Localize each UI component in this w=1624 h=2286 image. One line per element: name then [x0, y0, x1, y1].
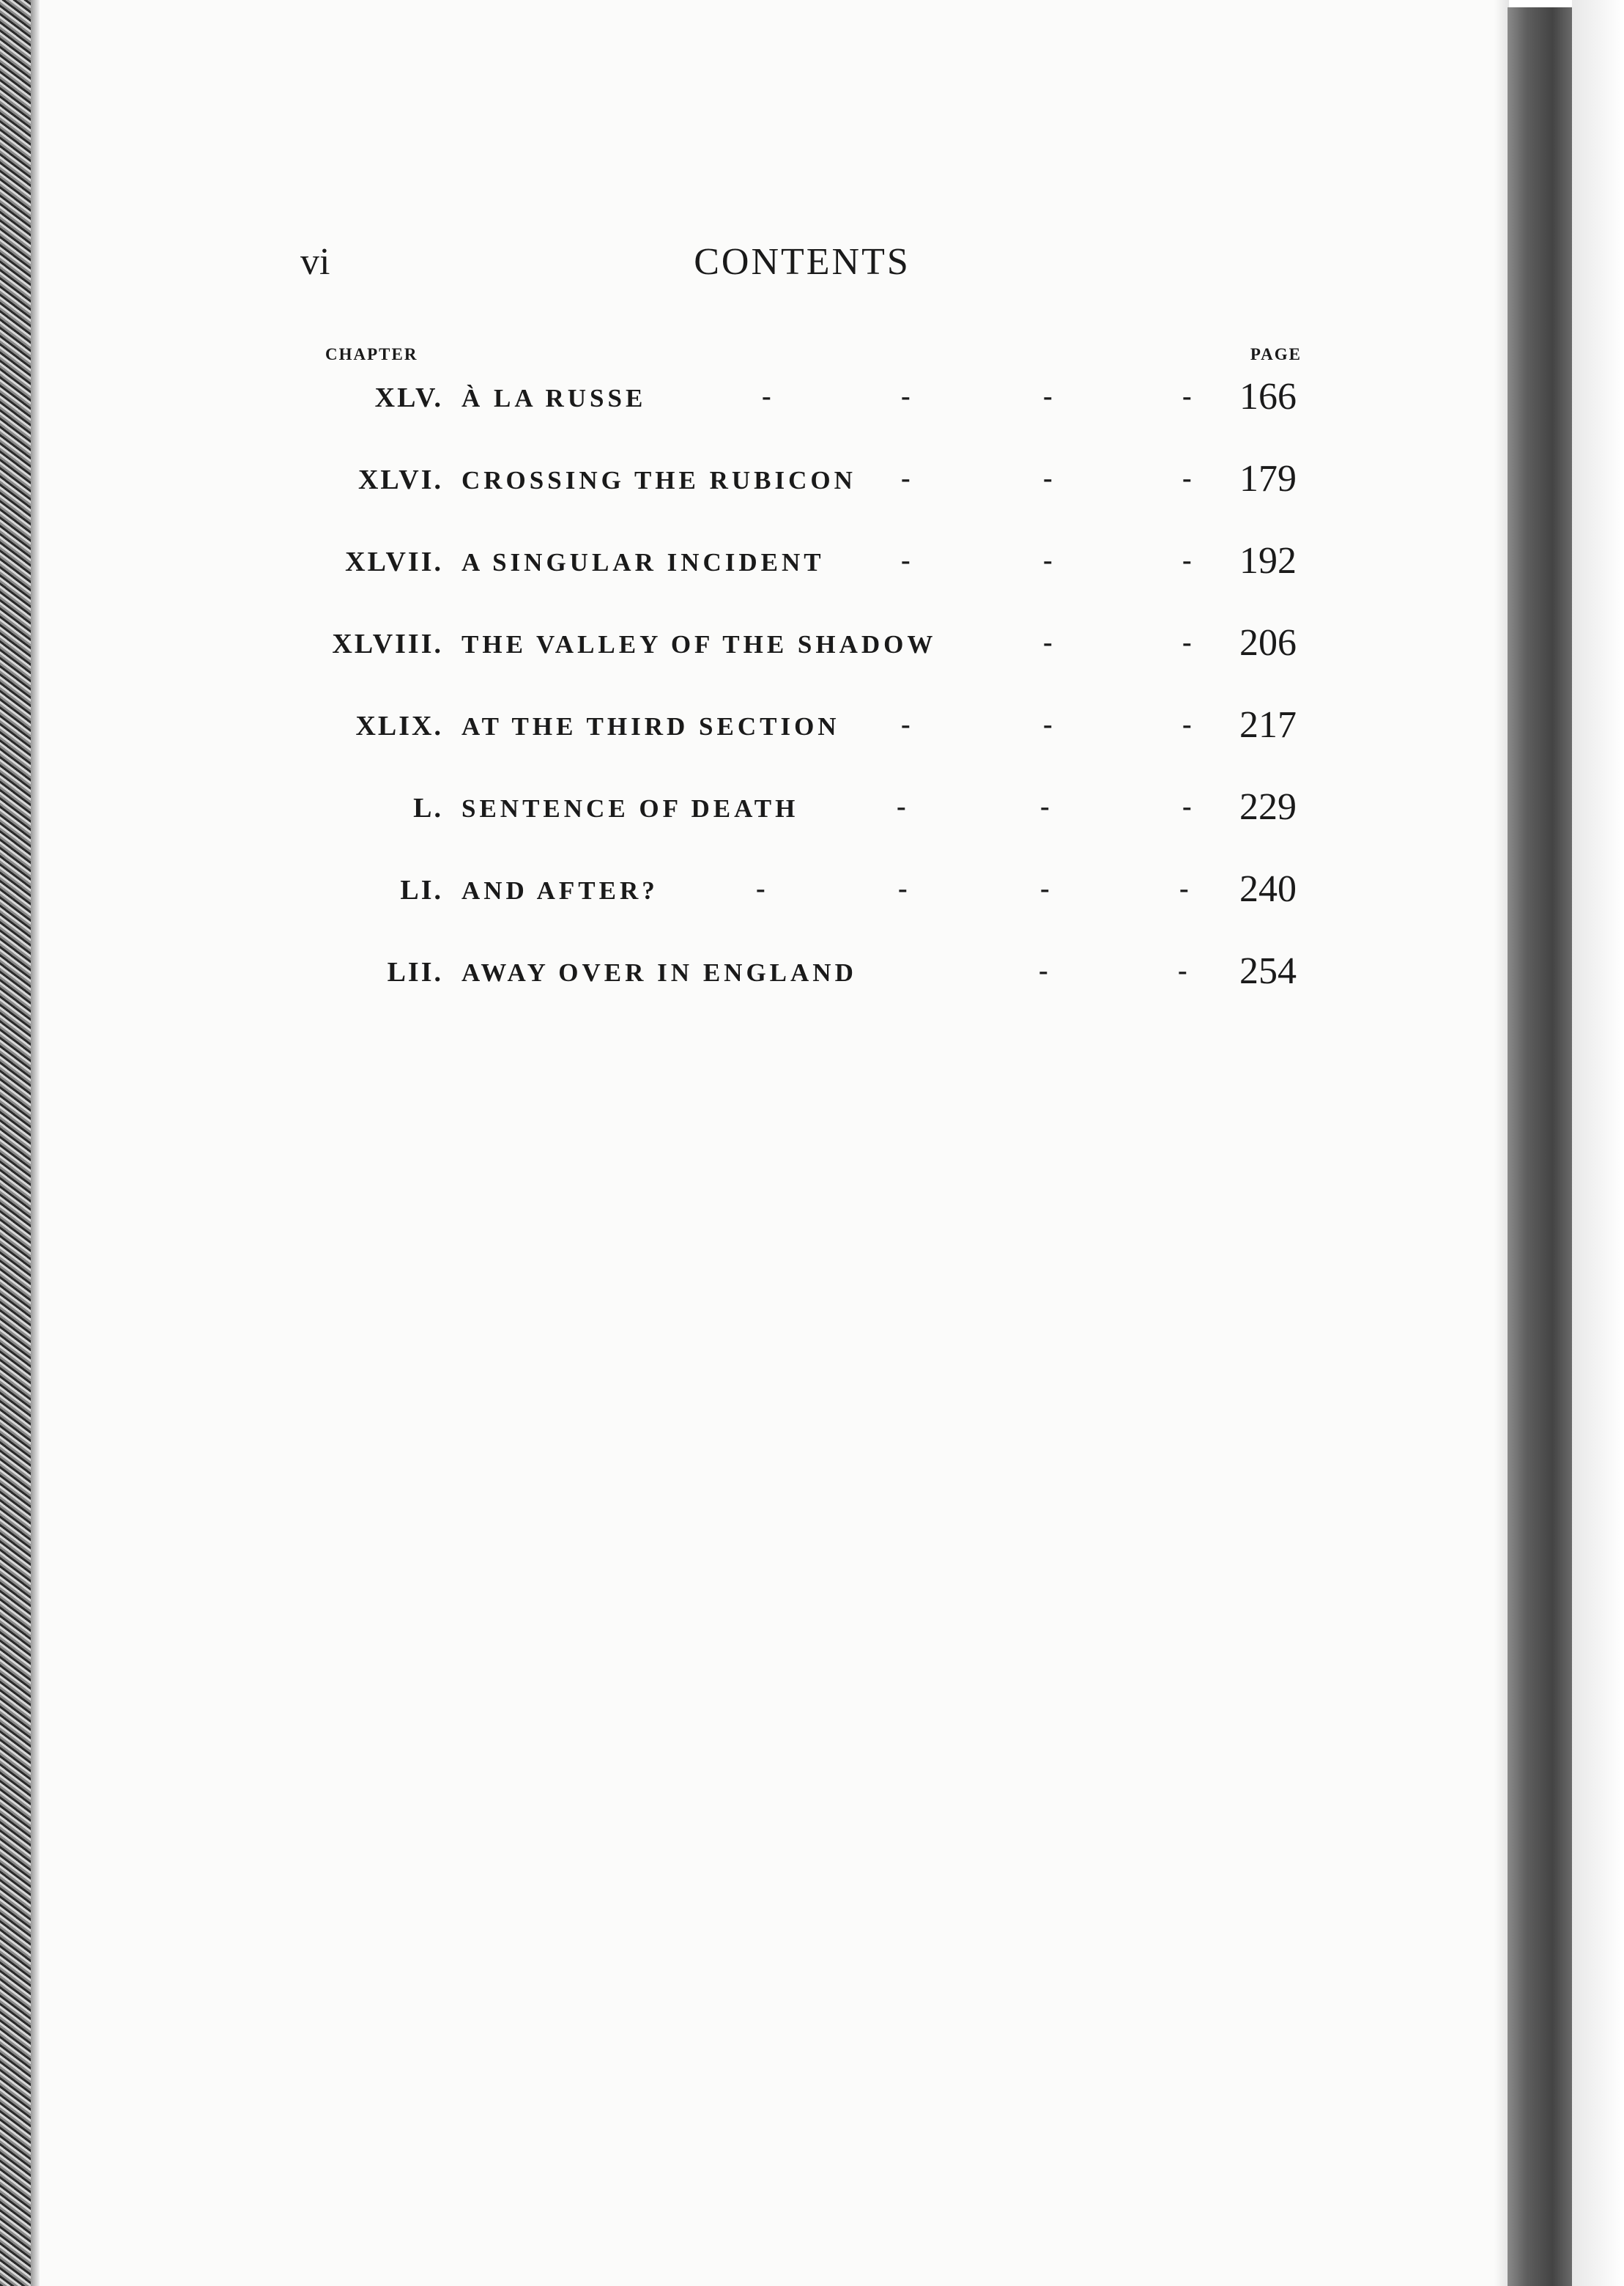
chapter-title: AND AFTER? [461, 876, 659, 905]
leader-dash: - [1043, 709, 1053, 740]
page-ref: 206 [1239, 622, 1297, 664]
page-title: CONTENTS [694, 241, 911, 283]
leader-dash: - [1182, 463, 1192, 494]
leader-dash: - [898, 873, 908, 904]
page-ref: 254 [1239, 950, 1297, 992]
book-outer-edge [1572, 0, 1624, 2286]
page-ref: 229 [1239, 786, 1297, 828]
toc-entry [0, 457, 1624, 508]
page-number: vi [300, 241, 330, 283]
chapter-title: AWAY OVER IN ENGLAND [461, 958, 857, 987]
book-binding-edge [0, 0, 31, 2286]
page-ref: 217 [1239, 704, 1297, 746]
chapter-column-heading: CHAPTER [325, 345, 418, 363]
toc-entry [0, 703, 1624, 755]
leader-dash: - [1182, 709, 1192, 740]
page-gutter-shadow [31, 0, 40, 2286]
leader-dash: - [1182, 791, 1192, 822]
leader-dash: - [1043, 545, 1053, 576]
chapter-title: CROSSING THE RUBICON [461, 466, 856, 495]
chapter-title: A SINGULAR INCIDENT [461, 548, 825, 577]
leader-dash: - [1182, 627, 1192, 658]
book-spine [1508, 7, 1572, 2286]
leader-dash: - [1040, 791, 1050, 822]
toc-entry [0, 539, 1624, 591]
chapter-number: XLVII. [345, 547, 443, 577]
chapter-number: XLVIII. [332, 629, 443, 659]
leader-dash: - [1043, 627, 1053, 658]
leader-dash: - [1182, 545, 1192, 576]
page-ref: 240 [1239, 868, 1297, 910]
chapter-title: À LA RUSSE [461, 384, 647, 413]
leader-dash: - [1039, 955, 1048, 986]
page-paper [40, 0, 1505, 2286]
page-column-heading: PAGE [1250, 345, 1302, 363]
toc-entry [0, 868, 1624, 919]
leader-dash: - [1040, 873, 1050, 904]
leader-dash: - [901, 545, 911, 576]
leader-dash: - [901, 381, 911, 412]
chapter-number: XLVI. [357, 465, 443, 495]
toc-entry [0, 375, 1624, 426]
leader-dash: - [762, 381, 771, 412]
chapter-number: XLIX. [355, 711, 443, 741]
toc-entry [0, 785, 1624, 837]
leader-dash: - [1043, 381, 1053, 412]
page-ref: 192 [1239, 540, 1297, 582]
chapter-title: SENTENCE OF DEATH [461, 794, 799, 823]
toc-entry [0, 950, 1624, 1001]
toc-entry [0, 621, 1624, 673]
leader-dash: - [1179, 873, 1189, 904]
leader-dash: - [1043, 463, 1053, 494]
page-ref: 166 [1239, 376, 1297, 418]
leader-dash: - [1178, 955, 1187, 986]
leader-dash: - [901, 463, 911, 494]
chapter-number: LI. [400, 875, 443, 906]
leader-dash: - [756, 873, 765, 904]
chapter-number: LII. [387, 957, 443, 988]
page-ref: 179 [1239, 458, 1297, 500]
chapter-number: XLV. [374, 382, 443, 413]
chapter-title: THE VALLEY OF THE SHADOW [461, 630, 937, 659]
page-edge-shadow [1494, 0, 1509, 2286]
leader-dash: - [901, 709, 911, 740]
chapter-title: AT THE THIRD SECTION [461, 712, 840, 741]
leader-dash: - [897, 791, 906, 822]
chapter-number: L. [413, 793, 443, 824]
leader-dash: - [1182, 381, 1192, 412]
